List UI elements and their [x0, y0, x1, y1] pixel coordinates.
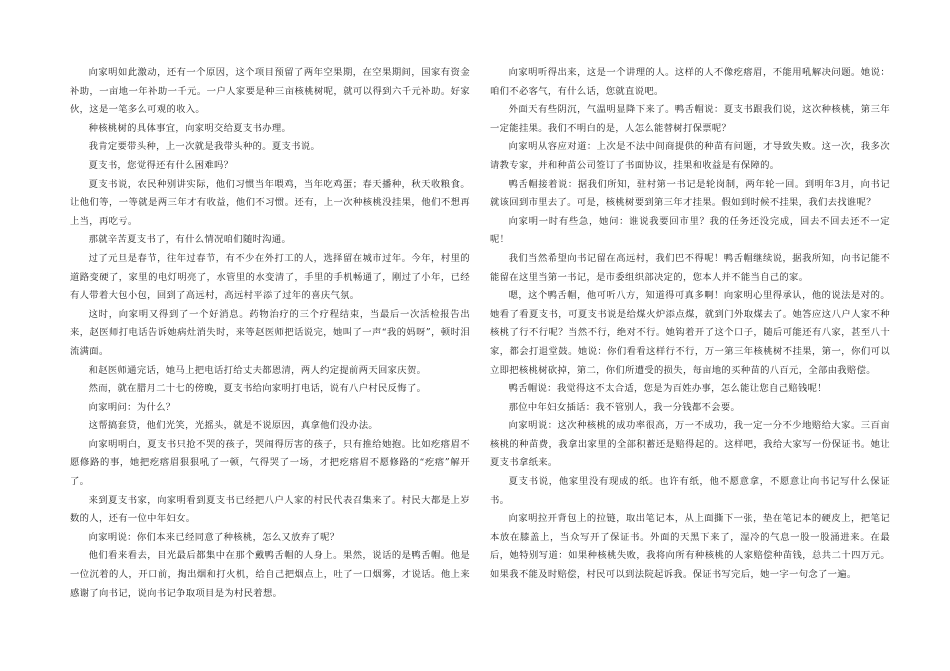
paragraph: 夏支书，您觉得还有什么困难吗？ [88, 159, 234, 171]
left-column [70, 64, 470, 603]
paragraph: 他们看来看去，目光最后都集中在那个戴鸭舌帽的人身上。果然，说话的是鸭舌帽。他是一位沉着的人，开口前，掏出烟和打火机，给自己把烟点上，吐了一口烟雾，才说话。他上来感谢了向书记，说向书记争取项目是为村民着想。 [70, 550, 470, 599]
paragraph: 向家明听得出来，这是一个讲理的人。这样的人不像疙瘩眉，不能用吼解决问题。她说：咱们不必客气，有什么话，您就直说吧。 [490, 67, 890, 97]
paragraph: 我肯定要带头种，上一次就是我带头种的。夏支书说。 [88, 141, 321, 153]
paragraph: 和赵医师通完话，她马上把电话打给丈夫都恩清，两人约定提前两天回家庆贺。 [88, 364, 427, 376]
paragraph: 向家明一时有些急，她问：谁说我要回市里？我的任务还没完成，回去不回去还不一定呢！ [490, 215, 890, 246]
paragraph: 来到夏支书家，向家明看到夏支书已经把八户人家的村民代表召集来了。村民大都是上岁数的人，还有一位中年妇女。 [70, 494, 470, 525]
paragraph: 我们当然希望向书记留在高远村，我们巴不得呢！鸭舌帽继续说，据我所知，向书记能不能留在这里当第一书记，是市委组织部决定的，您本人并不能当自己的家。 [490, 252, 890, 283]
paragraph: 向家明问：为什么？ [88, 401, 176, 413]
paragraph: 夏支书说，农民种别讲实际，他们习惯当年喂鸡，当年吃鸡蛋；春天播种，秋天收粮食。让他们等，一等就是两三年才有收益，他们不习惯。还有，上一次种核桃没挂果，他们不想再上当，再吃亏。 [70, 178, 470, 227]
paragraph: 那位中年妇女插话：我不管别人，我一分钱都不会要。 [508, 401, 741, 413]
paragraph: 向家明说：你们本来已经同意了种核桃，怎么又放弃了呢？ [88, 531, 340, 543]
paragraph: 种核桃树的具体事宜，向家明交给夏支书办理。 [88, 122, 292, 134]
right-column [490, 64, 890, 585]
paragraph: 这帮搞套贷，他们光笑，光摇头，就是不说原因，真拿他们没办法。 [88, 420, 379, 432]
paragraph: 夏支书说，他家里没有现成的纸。也许有纸，他不愿意拿，不愿意让向书记写什么保证书。 [490, 476, 890, 506]
paragraph: 鸭舌帽接着说：据我们所知，驻村第一书记是轮岗制，两年轮一回。到明年3月，向书记就该回到市里去了。可是，核桃树要到第三年才挂果。假如到时候不挂果，我们去找谁呢？ [490, 178, 890, 209]
paragraph: 然而，就在腊月二十七的傍晚，夏支书给向家明打电话，说有八户村民反悔了。 [88, 383, 427, 395]
paragraph: 向家明拉开背包上的拉链，取出笔记本，从上面撕下一张，垫在笔记本的硬皮上，把笔记本放在膝盖上，当众写开了保证书。外面的天黑下来了，湿冷的气息一股一股涌进来。在最后，她特别写道：如果种核桃失败，我将向所有种核桃的人家赔偿种苗钱，总共二十四万元。如果我不能及时赔偿，村民可以到法院起诉我。保证书写完后，她一字一句念了一遍。 [490, 513, 890, 581]
paragraph: 向家明明白，夏支书只抢不哭的孩子，哭闹得厉害的孩子，只有推给她抱。比如疙瘩眉不愿修路的事，她把疙瘩眉狠狠吼了一顿，气得哭了一场，才把疙瘩眉不愿修路的“疙瘩”解开了。 [70, 438, 470, 488]
paragraph: 向家明如此激动，还有一个原因，这个项目预留了两年空果期，在空果期间，国家有资金补助，一亩地一年补助一千元。一户人家要是种三亩核桃树呢，就可以得到六千元补助。好家伙，这是一笔多么可观的收入。 [70, 67, 470, 116]
paragraph: 那就辛苦夏支书了，有什么情况咱们随时沟通。 [88, 234, 292, 246]
paragraph: 向家明说：这次种核桃的成功率很高，万一不成功，我一定一分不少地赔给大家。三百亩核桃的种苗费，我拿出家里的全部积蓄还是赔得起的。这样吧，我给大家写一份保证书。她让夏支书拿纸来。 [490, 420, 890, 469]
paragraph: 鸭舌帽说：我觉得这不太合适，您是为百姓办事，怎么能让您自己赔钱呢！ [508, 383, 827, 395]
paragraph: 过了元旦是春节，往年过春节，有不少在外打工的人，选择留在城市过年。今年，村里的道路变硬了，家里的电灯明亮了，水管里的水变清了，手里的手机畅通了，刚过了小年，已经有人带着大包小包，回到了高远村，高远村平添了过年的喜庆气氛。 [70, 252, 470, 302]
paragraph: 这时，向家明又得到了一个好消息。药物治疗的三个疗程结束，当最后一次活检报告出来，赵医师打电话告诉她病灶消失时，来等赵医师把话说完，她叫了一声“我的妈呀”，顿时泪流满面。 [70, 308, 470, 357]
paragraph: 向家明从容应对道：上次是不法中间商提供的种苗有问题，才导致失败。这一次，我多次请教专家，并和种苗公司签订了书面协议，挂果和收益是有保障的。 [490, 141, 890, 171]
paragraph: 嗯，这个鸭舌帽，他可听八方，知道得可真多啊！向家明心里得承认，他的说法是对的。她看了看夏支书，可夏支书说是给煤火炉添点煤，就到门外取煤去了。她答应这八户人家不种核桃了行不行呢？当然不行，绝对不行。她钩着开了这个口子，随后可能还有八家，甚至八十家，都会打退堂鼓。她说：你们看看这样行不行，万一第三年核桃树不挂果，第一，你们可以立即把核桃树砍掉，第二，你们所遭受的损失，每亩地的买种苗的八百元，全部由我赔偿。 [490, 290, 890, 376]
paragraph: 外面天有些阴沉，气温明显降下来了。鸭舌帽说：夏支书跟我们说，这次种核桃，第三年一定能挂果。我们不明白的是，人怎么能替树打保票呢？ [490, 104, 890, 134]
